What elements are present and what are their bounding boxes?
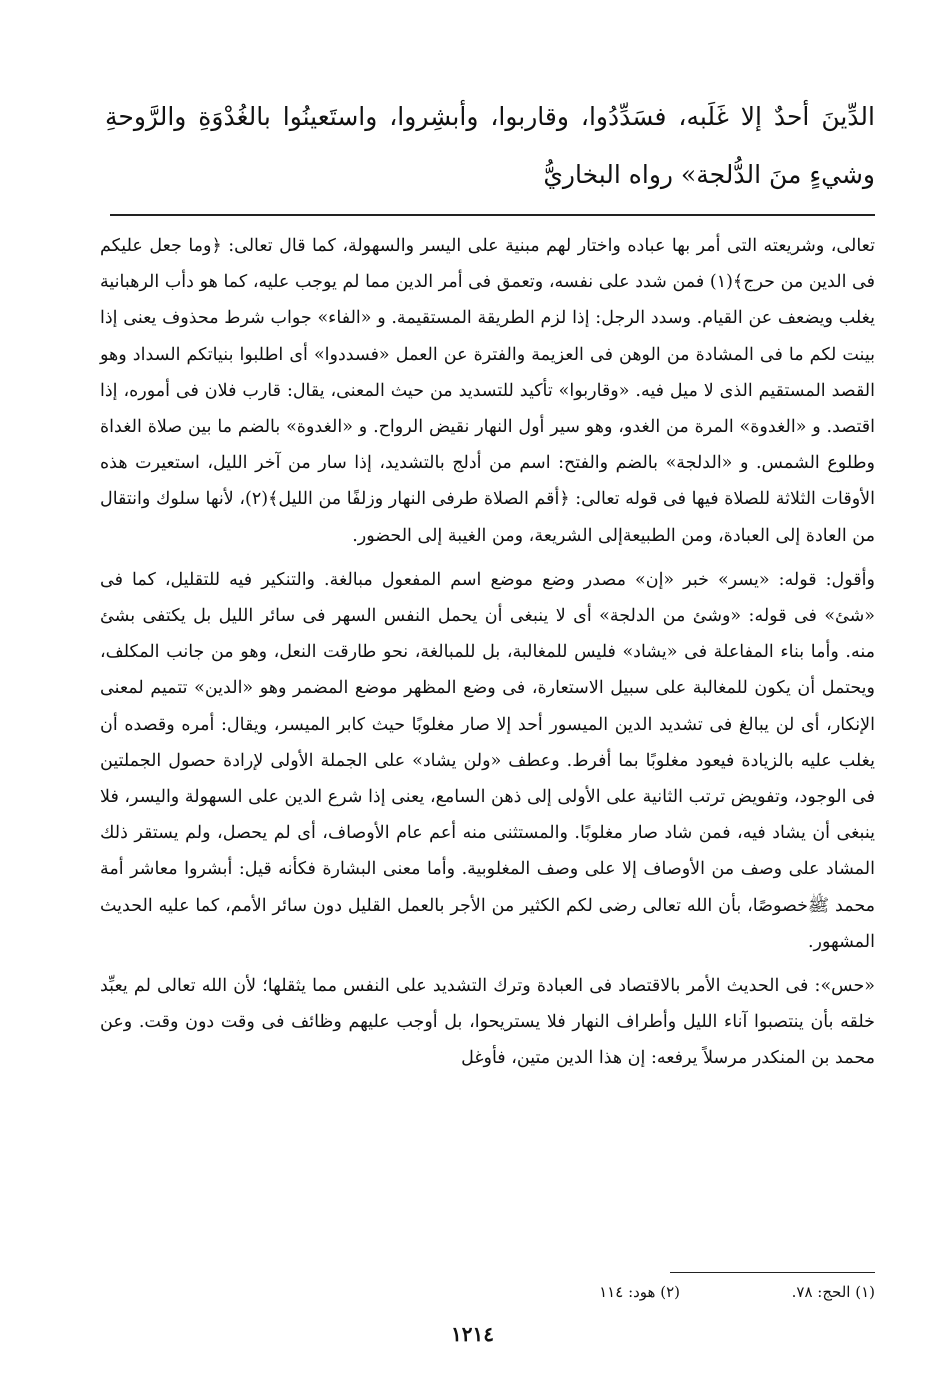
separator-line xyxy=(110,214,875,216)
footnote-2: (٢) هود: ١١٤ xyxy=(599,1283,680,1301)
commentary-paragraph: تعالى، وشريعته التى أمر بها عباده واختار لهم مبنية على اليسر والسهولة، كما قال تعالى: ﴿وما جعل عليكم فى الدين من حرج﴾(١) فمن شدد على نفسه، وتعمق فى أمر الدين مما لم يوجب عليه، كما هو دأب الرهبانية يغلب ويضعف عن القيام. وسدد الرجل: إذا لزم الطريقة المستقيمة. و «الفاء» جواب شرط محذوف يعنى إذا بينت لكم ما فى المشادة من الوهن فى العزيمة والفترة عن العمل «فسددوا» أى اطلبوا بنياتكم السداد وهو القصد المستقيم الذى لا ميل فيه. «وقاربوا» تأكيد للتسديد من حيث المعنى، يقال: قارب فلان فى أموره، إذا اقتصد. و «الغدوة» المرة من الغدو، وهو سير أول النهار نقيض الرواح. و «الغدوة» بالضم ما بين صلاة الغداة وطلوع الشمس. و «الدلجة» بالضم والفتح: اسم من أدلج بالتشديد، إذا سار من آخر الليل، استعيرت هذه الأوقات الثلاثة للصلاة فيها فى قوله تعالى: ﴿أقم الصلاة طرفى النهار وزلفًا من الليل﴾(٢)، لأنها سلوك وانتقال من العادة إلى العبادة، ومن الطبيعةإلى الشريعة، ومن الغيبة إلى الحضور. xyxy=(100,236,875,546)
footnote-separator xyxy=(670,1272,875,1273)
hadith-text: الدِّينَ أحدٌ إلا غَلَبه، فسَدِّدُوا، وقاربوا، وأبشِروا، واستَعينُوا بالغُدْوَةِ والرَّوحةِ وشيءٍ منَ الدُّلجة» رواه البخاريُّ xyxy=(105,102,875,189)
page-number: ١٢١٤ xyxy=(451,1322,494,1346)
commentary-paragraph: وأقول: قوله: «يسر» خبر «إن» مصدر وضع موضع اسم المفعول مبالغة. والتنكير فيه للتقليل، كما فى «شئ» فى قوله: «وشئ من الدلجة» أى لا ينبغى أن يحمل النفس السهر فى سائر الليل بل يكتفى بشئ منه. وأما بناء المفاعلة فى «يشاد» فليس للمغالبة، بل للمبالغة، نحو طارقت النعل، وهو من جانب المكلف، ويحتمل أن يكون للمغالبة على سبيل الاستعارة، فى وضع المظهر موضع المضمر وهو «الدين» تتميم لمعنى الإنكار، أى لن يبالغ فى تشديد الدين الميسور أحد إلا صار مغلوبًا حيث كابر الميسر، ويقال: أمره وقصده أن يغلب عليه بالزيادة فيعود مغلوبًا بما أفرط. وعطف «ولن يشاد» على الجملة الأولى لإرادة حصول الجملتين فى الوجود، وتفويض ترتب الثانية على الأولى إلى ذهن السامع، يعنى إذا شرع الدين على السهولة واليسر، فلا ينبغى أن يشاد فيه، فمن شاد صار مغلوبًا. والمستثنى منه أعم عام الأوصاف، أى لم يحصل، ولم يستقر ذلك المشاد على وصف من الأوصاف إلا على وصف المغلوبية. وأما معنى البشارة فكأنه قيل: أبشروا معاشر أمة محمد ﷺخصوصًا، بأن الله تعالى رضى لكم الكثير من الأجر بالعمل القليل دون سائر الأمم، كما عليه الحديث المشهور. xyxy=(100,569,875,952)
footnote-1: (١) الحج: ٧٨. xyxy=(791,1283,875,1301)
commentary-body xyxy=(100,228,875,1085)
commentary-paragraph: «حس»: فى الحديث الأمر بالاقتصاد فى العبادة وترك التشديد على النفس مما يثقلها؛ لأن الله تعالى لم يعبِّد خلقه بأن ينتصبوا آناء الليل وأطراف النهار فلا يستريحوا، بل أوجب عليهم وظائف فى وقت دون وقت. وعن محمد بن المنكدر مرسلاً يرفعه: إن هذا الدين متين، فأوغل xyxy=(100,976,875,1069)
